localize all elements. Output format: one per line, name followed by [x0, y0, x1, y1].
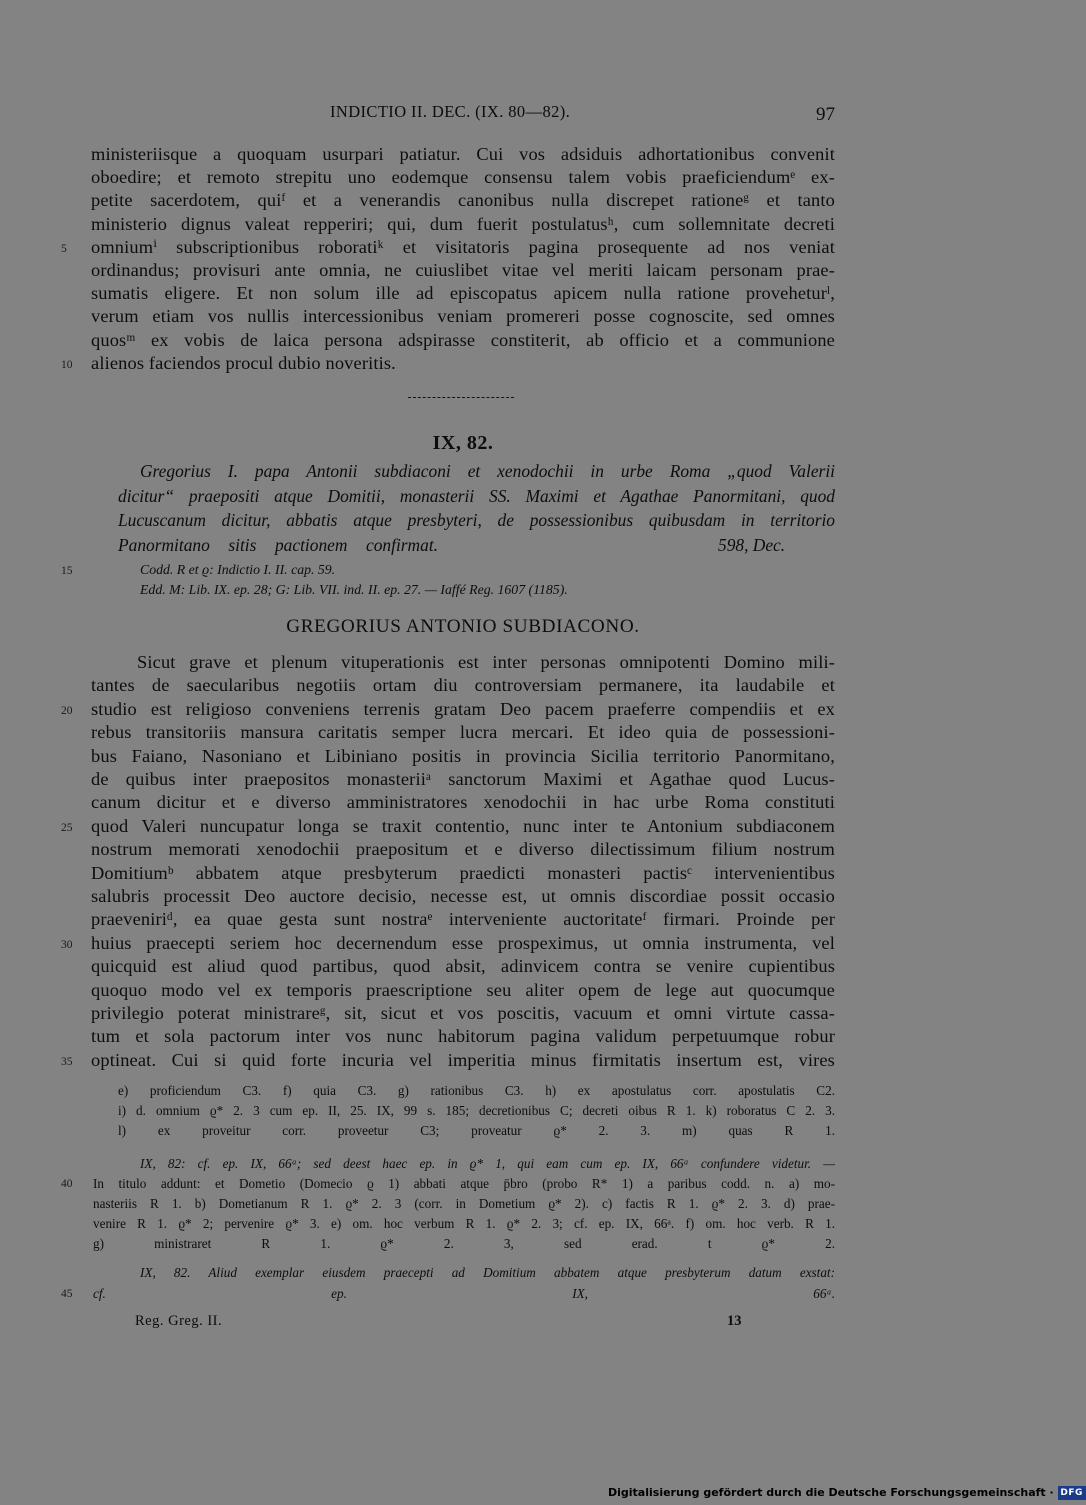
text-line: de quibus inter praepositos monasteriiᵃ sanctorum Maximi et Agathae quod Lucus- — [91, 769, 835, 789]
line-number: 25 — [61, 821, 73, 834]
footnote-line: venire R 1. ϱ* 2; pervenire ϱ* 3. e) om. hoc verbum R 1. ϱ* 2. 3; cf. ep. IX, 66ᵃ. f) om. hoc verb. R 1. — [93, 1216, 835, 1231]
regest-line: Lucuscanum dicitur, abbatis atque presbyteri, de possessionibus quibusdam in territorio — [118, 510, 835, 531]
regest-line: dicitur“ praepositi atque Domitii, monasterii SS. Maximi et Agathae Panormitani, quod — [118, 485, 835, 506]
line-number: 5 — [61, 242, 67, 255]
footnote-line: IX, 82: cf. ep. IX, 66ᵃ; sed deest haec ep. in ϱ* 1, qui eam cum ep. IX, 66ᵃ confundere videtur. — — [140, 1156, 835, 1171]
text-line: praeveniriᵈ, ea quae gesta sunt nostraᵉ interveniente auctoritateᶠ firmari. Proinde per — [91, 909, 835, 930]
regest-line: Gregorius I. papa Antonii subdiaconi et xenodochii in urbe Roma „quod Valerii — [140, 461, 835, 481]
text-line: optineat. Cui si quid forte incuria vel imperitia minus firmitatis insertum est, vires — [91, 1049, 835, 1070]
text-line: omniumⁱ subscriptionibus roboratiᵏ et visitatoris pagina prosequente ad nos veniat — [91, 236, 835, 257]
text-line: petite sacerdotem, quiᶠ et a venerandis canonibus nulla discrepet rationeᵍ et tanto — [91, 190, 835, 211]
line-number: 40 — [61, 1178, 73, 1190]
regest-date: 598, Dec. — [718, 535, 786, 555]
footnote-line: cf. ep. IX, 66ᵃ. — [93, 1286, 835, 1301]
regest-line: Panormitano sitis pactionem confirmat. — [118, 534, 438, 555]
funding-text: Digitalisierung gefördert durch die Deutsche Forschungsgemeinschaft · — [608, 1486, 1054, 1499]
sheet-number: 13 — [727, 1313, 742, 1329]
text-line: oboedire; et remoto strepitu uno eodemque consensu talem vobis praeficiendumᵉ ex- — [91, 167, 835, 188]
text-line: ministerio dignus valeat repperiri; qui, dum fuerit postulatusʰ, cum sollemnitate decreti — [91, 213, 835, 234]
text-line: tantes de saecularibus negotiis ortam diu controversiam permanere, ita laudabile et — [91, 675, 835, 696]
text-line: ministeriisque a quoquam usurpari patiatur. Cui vos adsiduis adhortationibus convenit — [91, 144, 835, 164]
running-head — [0, 102, 1000, 126]
text-line: salubris processit Deo auctore decisio, necesse est, ut omnis discordiae possit occasio — [91, 886, 835, 906]
page-number: 97 — [816, 104, 835, 125]
document-number: IX, 82. — [432, 432, 494, 454]
text-line: quosᵐ ex vobis de laica persona adspirasse constiterit, ab officio et a communione — [91, 329, 835, 350]
letter-address: GREGORIUS ANTONIO SUBDIACONO. — [286, 616, 640, 637]
text-line: huius praecepti seriem hoc decernendum esse prospeximus, ut omnia instrumenta, vel — [91, 932, 835, 953]
footnote-line: l) ex proveitur corr. proveetur C3; proveatur ϱ* 2. 3. m) quas R 1. — [118, 1123, 835, 1138]
text-line: rebus transitoriis mansura caritatis semper lucra mercari. Et ideo quia de possessioni- — [91, 722, 835, 743]
line-number: 20 — [61, 704, 73, 717]
line-number: 30 — [61, 938, 73, 951]
source-line: Codd. R et ϱ: Indictio I. II. cap. 59. — [140, 562, 336, 577]
text-line: quicquid est aliud quod partibus, quod absit, adinvicem contra se venire cupientibus — [91, 956, 835, 977]
text-line: privilegio poterat ministrareᵍ, sit, sicut et vos poscitis, vacuum et omni virtute cassa- — [91, 1003, 835, 1023]
funding-banner — [608, 1486, 1086, 1503]
footnote-line: nasteriis R 1. b) Dometianum R 1. ϱ* 2. 3 (corr. in Dometium ϱ* 2). c) factis R 1. ϱ* 2. 3. d) prae- — [93, 1196, 835, 1211]
footnote-line: e) proficiendum C3. f) quia C3. g) rationibus C3. h) ex apostulatus corr. apostulatis C2. — [118, 1083, 835, 1098]
text-line: canum dicitur et e diverso amministratores xenodochii in hac urbe Roma constituti — [91, 792, 835, 813]
page-footer — [0, 1313, 1000, 1333]
text-line: ordinandus; provisuri ante omnia, ne cuiuslibet vitae vel meriti laicam personam prae- — [91, 260, 835, 280]
text-line: Sicut grave et plenum vituperationis est inter personas omnipotenti Domino mili- — [137, 652, 835, 672]
text-line: quoquo modo vel ex temporis praescriptione seu aliter opem de lege aut quocumque — [91, 979, 835, 1000]
footnote-line: IX, 82. Aliud exemplar eiusdem praecepti ad Domitium abbatem atque presbyterum datum exstat: — [140, 1265, 835, 1280]
text-line: bus Faiano, Nasoniano et Libiniano positis in provincia Sicilia territorio Panormitano, — [91, 745, 835, 766]
signature-mark: Reg. Greg. II. — [135, 1313, 223, 1329]
text-line: sumatis eligere. Et non solum ille ad episcopatus apicem nulla ratione proveheturˡ, — [91, 283, 835, 304]
text-line: alienos faciendos procul dubio noveritis. — [91, 352, 396, 373]
text-line: Domitiumᵇ abbatem atque presbyterum praedicti monasteri pactisᶜ intervenientibus — [91, 862, 835, 883]
text-line: nostrum memorati xenodochii praepositum et e diverso dilectissimum filium nostrum — [91, 839, 835, 860]
footnote-line: i) d. omnium ϱ* 2. 3 cum ep. II, 25. IX, 99 s. 185; decretionibus C; decreti oibus R 1. k) roboratus C 2. 3. — [118, 1103, 835, 1118]
section-divider — [408, 397, 514, 401]
text-line: studio est religioso conveniens terrenis gratam Deo pacem praeferre compendiis et ex — [91, 698, 835, 719]
text-line: verum etiam vos nullis intercessionibus veniam promereri posse cognoscite, sed omnes — [91, 306, 835, 327]
running-head-title: INDICTIO II. DEC. (IX. 80—82). — [330, 102, 571, 121]
footnote-line: g) ministraret R 1. ϱ* 2. 3, sed erad. t ϱ* 2. — [93, 1236, 835, 1251]
dfg-logo: DFG — [1058, 1486, 1086, 1500]
line-number: 10 — [61, 358, 73, 371]
line-number: 35 — [61, 1055, 73, 1068]
text-line: tum et sola pactorum inter vos nunc habitorum pagina validum perpetuumque robur — [91, 1026, 835, 1047]
source-line: Edd. M: Lib. IX. ep. 28; G: Lib. VII. ind. II. ep. 27. — Iaffé Reg. 1607 (1185). — [140, 581, 568, 597]
line-number: 15 — [61, 565, 73, 577]
line-number: 45 — [61, 1288, 73, 1300]
text-line: quod Valeri nuncupatur longa se traxit contentio, nunc inter te Antonium subdiaconem — [91, 815, 835, 836]
footnote-line: In titulo addunt: et Dometio (Domecio ϱ 1) abbati atque p̄bro (probo R* 1) a paribus codd. n. a) mo- — [93, 1176, 835, 1191]
